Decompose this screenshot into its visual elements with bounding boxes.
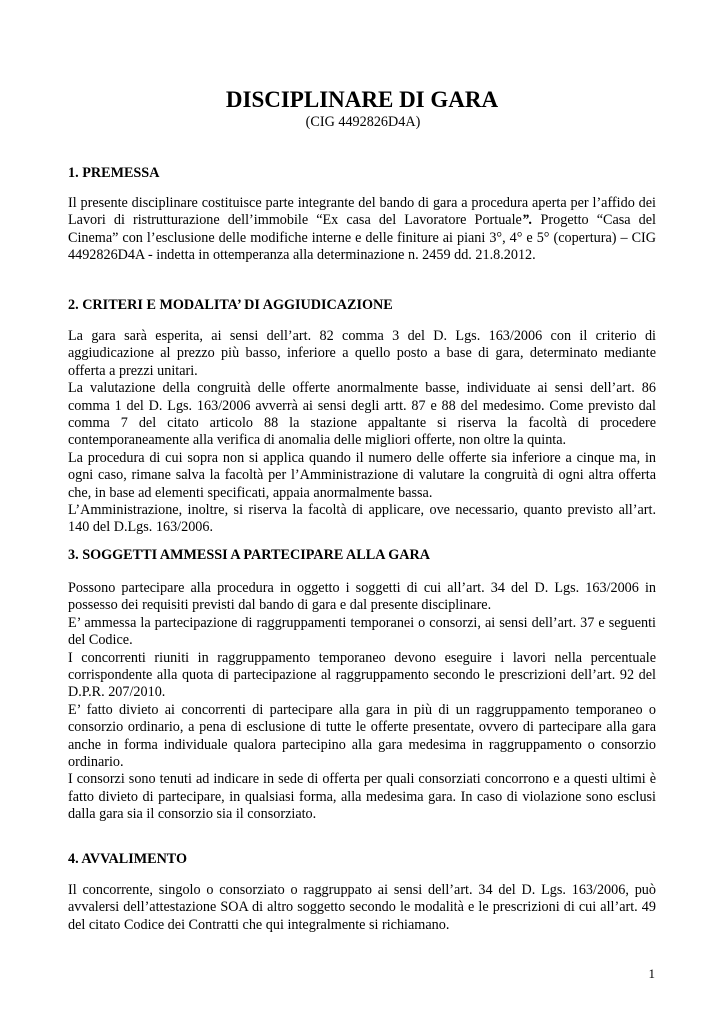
paragraph: L’Amministrazione, inoltre, si riserva la facoltà di applicare, ove necessario, quanto previsto all’art. 140 del D.Lgs. 163/2006. [68, 502, 656, 536]
page-number: 1 [648, 966, 655, 981]
paragraph: E’ fatto divieto ai concorrenti di partecipare alla gara in più di un raggruppamento temporaneo o consorzio ordinario, a pena di esclusione di tutte le offerte presentate, ovvero di partecipare alla gara anche in forma individuale qualora partecipino alla gara medesima in raggruppamento o consorzio ordinario. [68, 701, 656, 771]
paragraph [68, 195, 656, 265]
section-heading-premessa: 1. PREMESSA [68, 165, 160, 181]
section-body-soggetti [68, 580, 656, 824]
section-body-criteri [68, 328, 656, 537]
paragraph-text: Progetto “Casa del Cinema” con l’esclusione delle modifiche interne e delle finiture ai piani 3°, 4° e 5° (copertura) – CIG 4492826D4A - indetta in ottemperanza alla determinazione n. 2459 dd. 21.8.2012. [68, 212, 656, 264]
paragraph: Possono partecipare alla procedura in oggetto i soggetti di cui all’art. 34 del D. Lgs. 163/2006 in possesso dei requisiti previsti dal bando di gara e dal presente disciplinare. [68, 580, 656, 614]
paragraph: I consorzi sono tenuti ad indicare in sede di offerta per quali consorziati concorrono e a questi ultimi è fatto divieto di partecipare, in qualsiasi forma, alla medesima gara. In caso di violazione sono esclusi dalla gara sia il consorzio sia il consorziato. [68, 771, 656, 823]
section-heading-avvalimento: 4. AVVALIMENTO [68, 851, 188, 867]
paragraph-text: Il presente disciplinare costituisce parte integrante del bando di gara a procedura aperta per l’affido dei Lavori di ristrutturazione dell’immobile “Ex casa del Lavoratore Portuale [68, 195, 656, 229]
cig-code: (CIG 4492826D4A) [305, 114, 421, 130]
paragraph: La valutazione della congruità delle offerte anormalmente basse, individuate ai sensi dell’art. 86 comma 1 del D. Lgs. 163/2006 avverrà ai sensi degli artt. 87 e 88 del medesimo. Come previsto dal comma 7 del citato articolo 88 la stazione appaltante si riserva la facoltà di procedere contemporaneamente alla verifica di anomalia delle migliori offerte, non oltre la quinta. [68, 380, 656, 449]
document-title: DISCIPLINARE DI GARA [225, 87, 499, 112]
paragraph: I concorrenti riuniti in raggruppamento temporaneo devono eseguire i lavori nella percentuale corrispondente alla quota di partecipazione al raggruppamento secondo le prescrizioni dell’art. 92 del D.P.R. 207/2010. [68, 649, 656, 701]
section-heading-criteri: 2. CRITERI E MODALITA’ DI AGGIUDICAZIONE [68, 297, 393, 313]
paragraph: La gara sarà esperita, ai sensi dell’art. 82 comma 3 del D. Lgs. 163/2006 con il criterio di aggiudicazione al prezzo più basso, inferiore a quello posto a base di gara, determinato mediante offerta a prezzi unitari. [68, 328, 656, 379]
section-body-avvalimento [68, 882, 656, 934]
section-heading-soggetti: 3. SOGGETTI AMMESSI A PARTECIPARE ALLA GARA [68, 547, 431, 563]
paragraph: La procedura di cui sopra non si applica quando il numero delle offerte sia inferiore a cinque ma, in ogni caso, rimane salva la facoltà per l’Amministrazione di valutare la congruità di ogni altra offerta che, in base ad elementi specificati, appaia anormalmente bassa. [68, 449, 656, 501]
emphasis-quote: ”. [521, 212, 533, 229]
paragraph: E’ ammessa la partecipazione di raggruppamenti temporanei o consorzi, ai sensi dell’art. 37 e seguenti del Codice. [68, 614, 656, 649]
paragraph: Il concorrente, singolo o consorziato o raggruppato ai sensi dell’art. 34 del D. Lgs. 163/2006, può avvalersi dell’attestazione SOA di altro soggetto secondo le modalità e le prescrizioni di cui all’art. 49 del citato Codice dei Contratti che qui integralmente si richiamano. [68, 882, 656, 933]
section-body-premessa [68, 195, 656, 265]
